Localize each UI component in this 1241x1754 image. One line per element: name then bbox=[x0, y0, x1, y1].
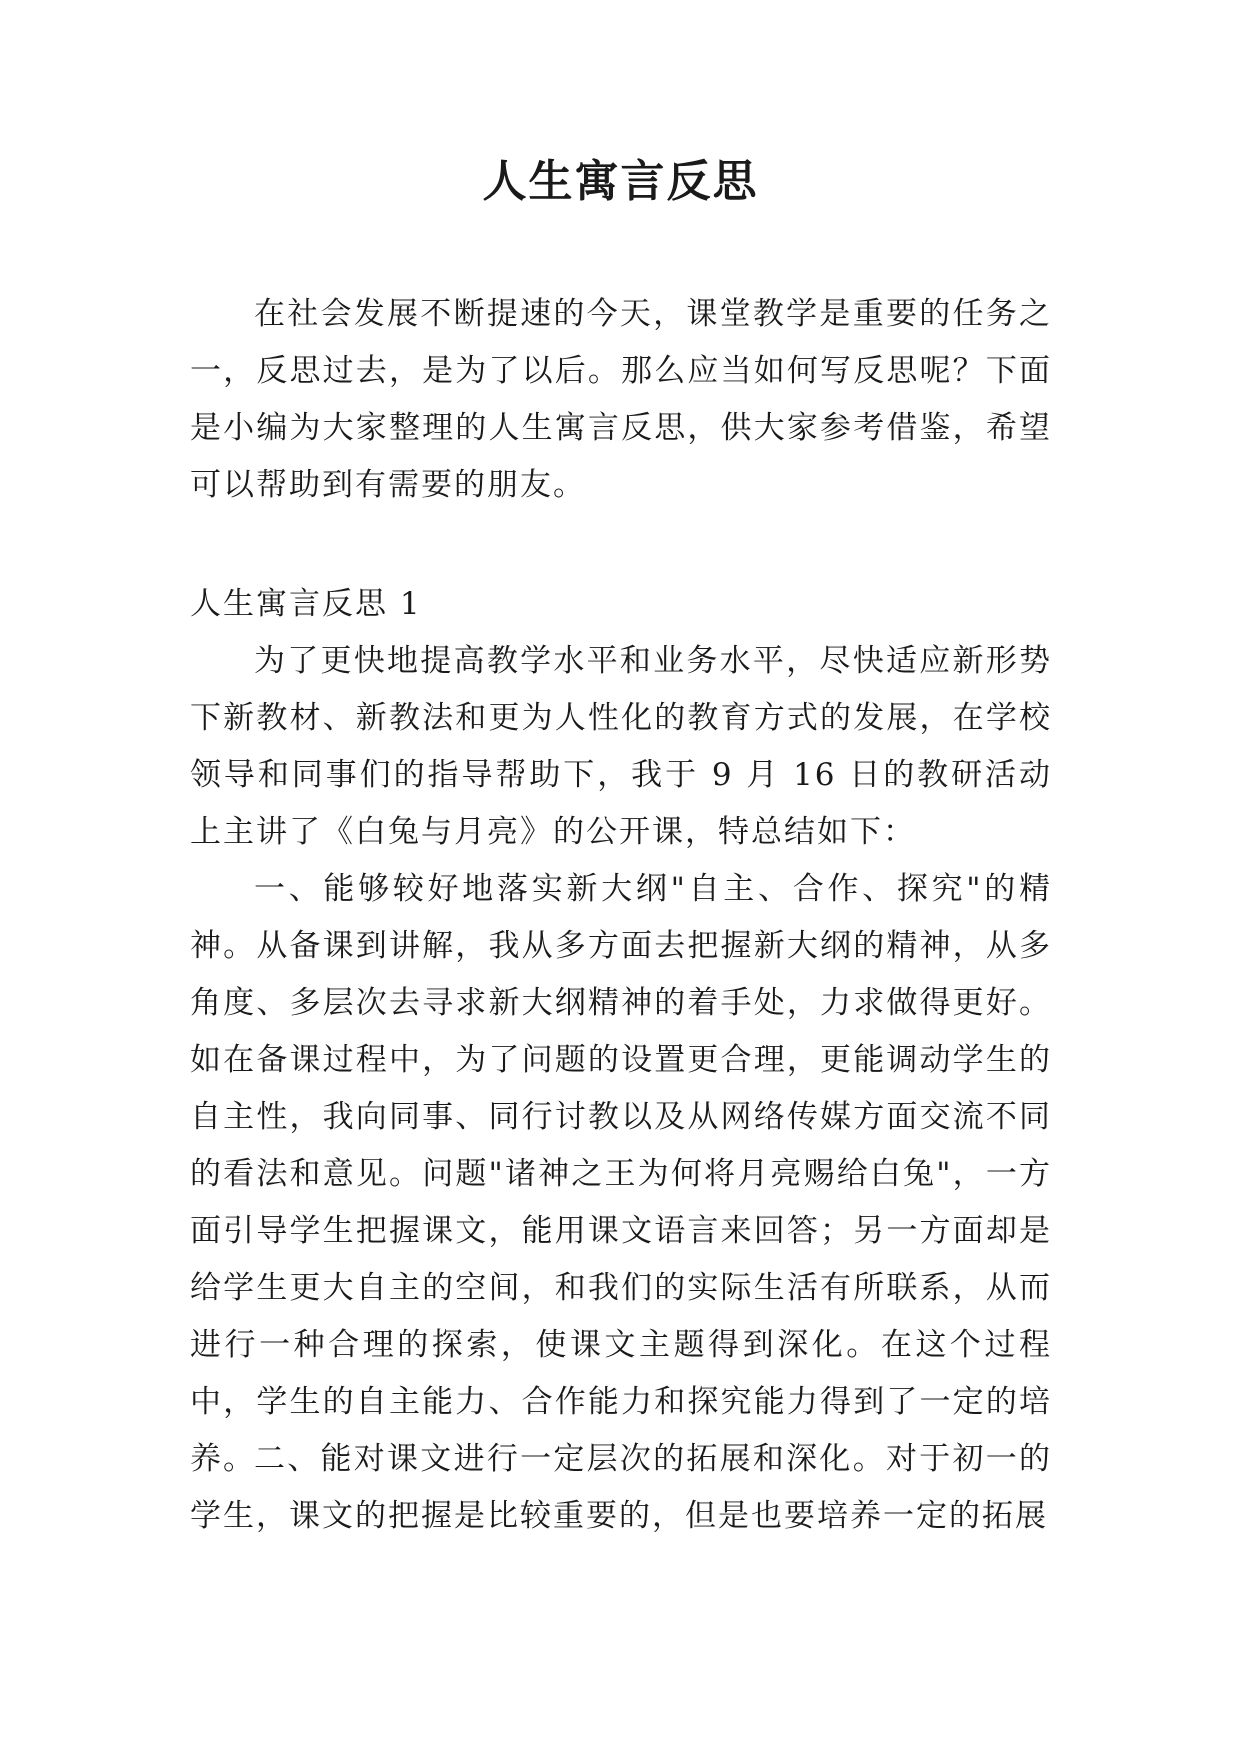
body-paragraph-3: 二、能对课文进行一定层次的拓展和深化。对于初一的学生，课文的把握是比较重要的，但是也要培养一定的拓展 bbox=[190, 1441, 1052, 1534]
body-paragraph-1: 为了更快地提高教学水平和业务水平，尽快适应新形势下新教材、新教法和更为人性化的教育方式的发展，在学校领导和同事们的指导帮助下，我于 9 月 16 日的教研活动上主讲了《白兔与月亮》的公开课，特总结如下： bbox=[190, 643, 1052, 850]
body-paragraph-2: 一、能够较好地落实新大纲"自主、合作、探究"的精神。从备课到讲解，我从多方面去把握新大纲的精神，从多角度、多层次去寻求新大纲精神的着手处，力求做得更好。如在备课过程中，为了问题的设置更合理，更能调动学生的自主性，我向同事、同行讨教以及从网络传媒方面交流不同的看法和意见。问题"诸神之王为何将月亮赐给白兔"，一方面引导学生把握课文，能用课文语言来回答；另一方面却是给学生更大自主的空间，和我们的实际生活有所联系，从而进行一种合理的探索，使课文主题得到深化。在这个过程中，学生的自主能力、合作能力和探究能力得到了一定的培养。 bbox=[190, 871, 1052, 1477]
document-title: 人生寓言反思 bbox=[482, 156, 759, 207]
section-heading: 人生寓言反思 1 bbox=[190, 586, 422, 622]
intro-paragraph: 在社会发展不断提速的今天，课堂教学是重要的任务之一，反思过去，是为了以后。那么应当如何写反思呢？下面是小编为大家整理的人生寓言反思，供大家参考借鉴，希望可以帮助到有需要的朋友。 bbox=[190, 296, 1052, 503]
